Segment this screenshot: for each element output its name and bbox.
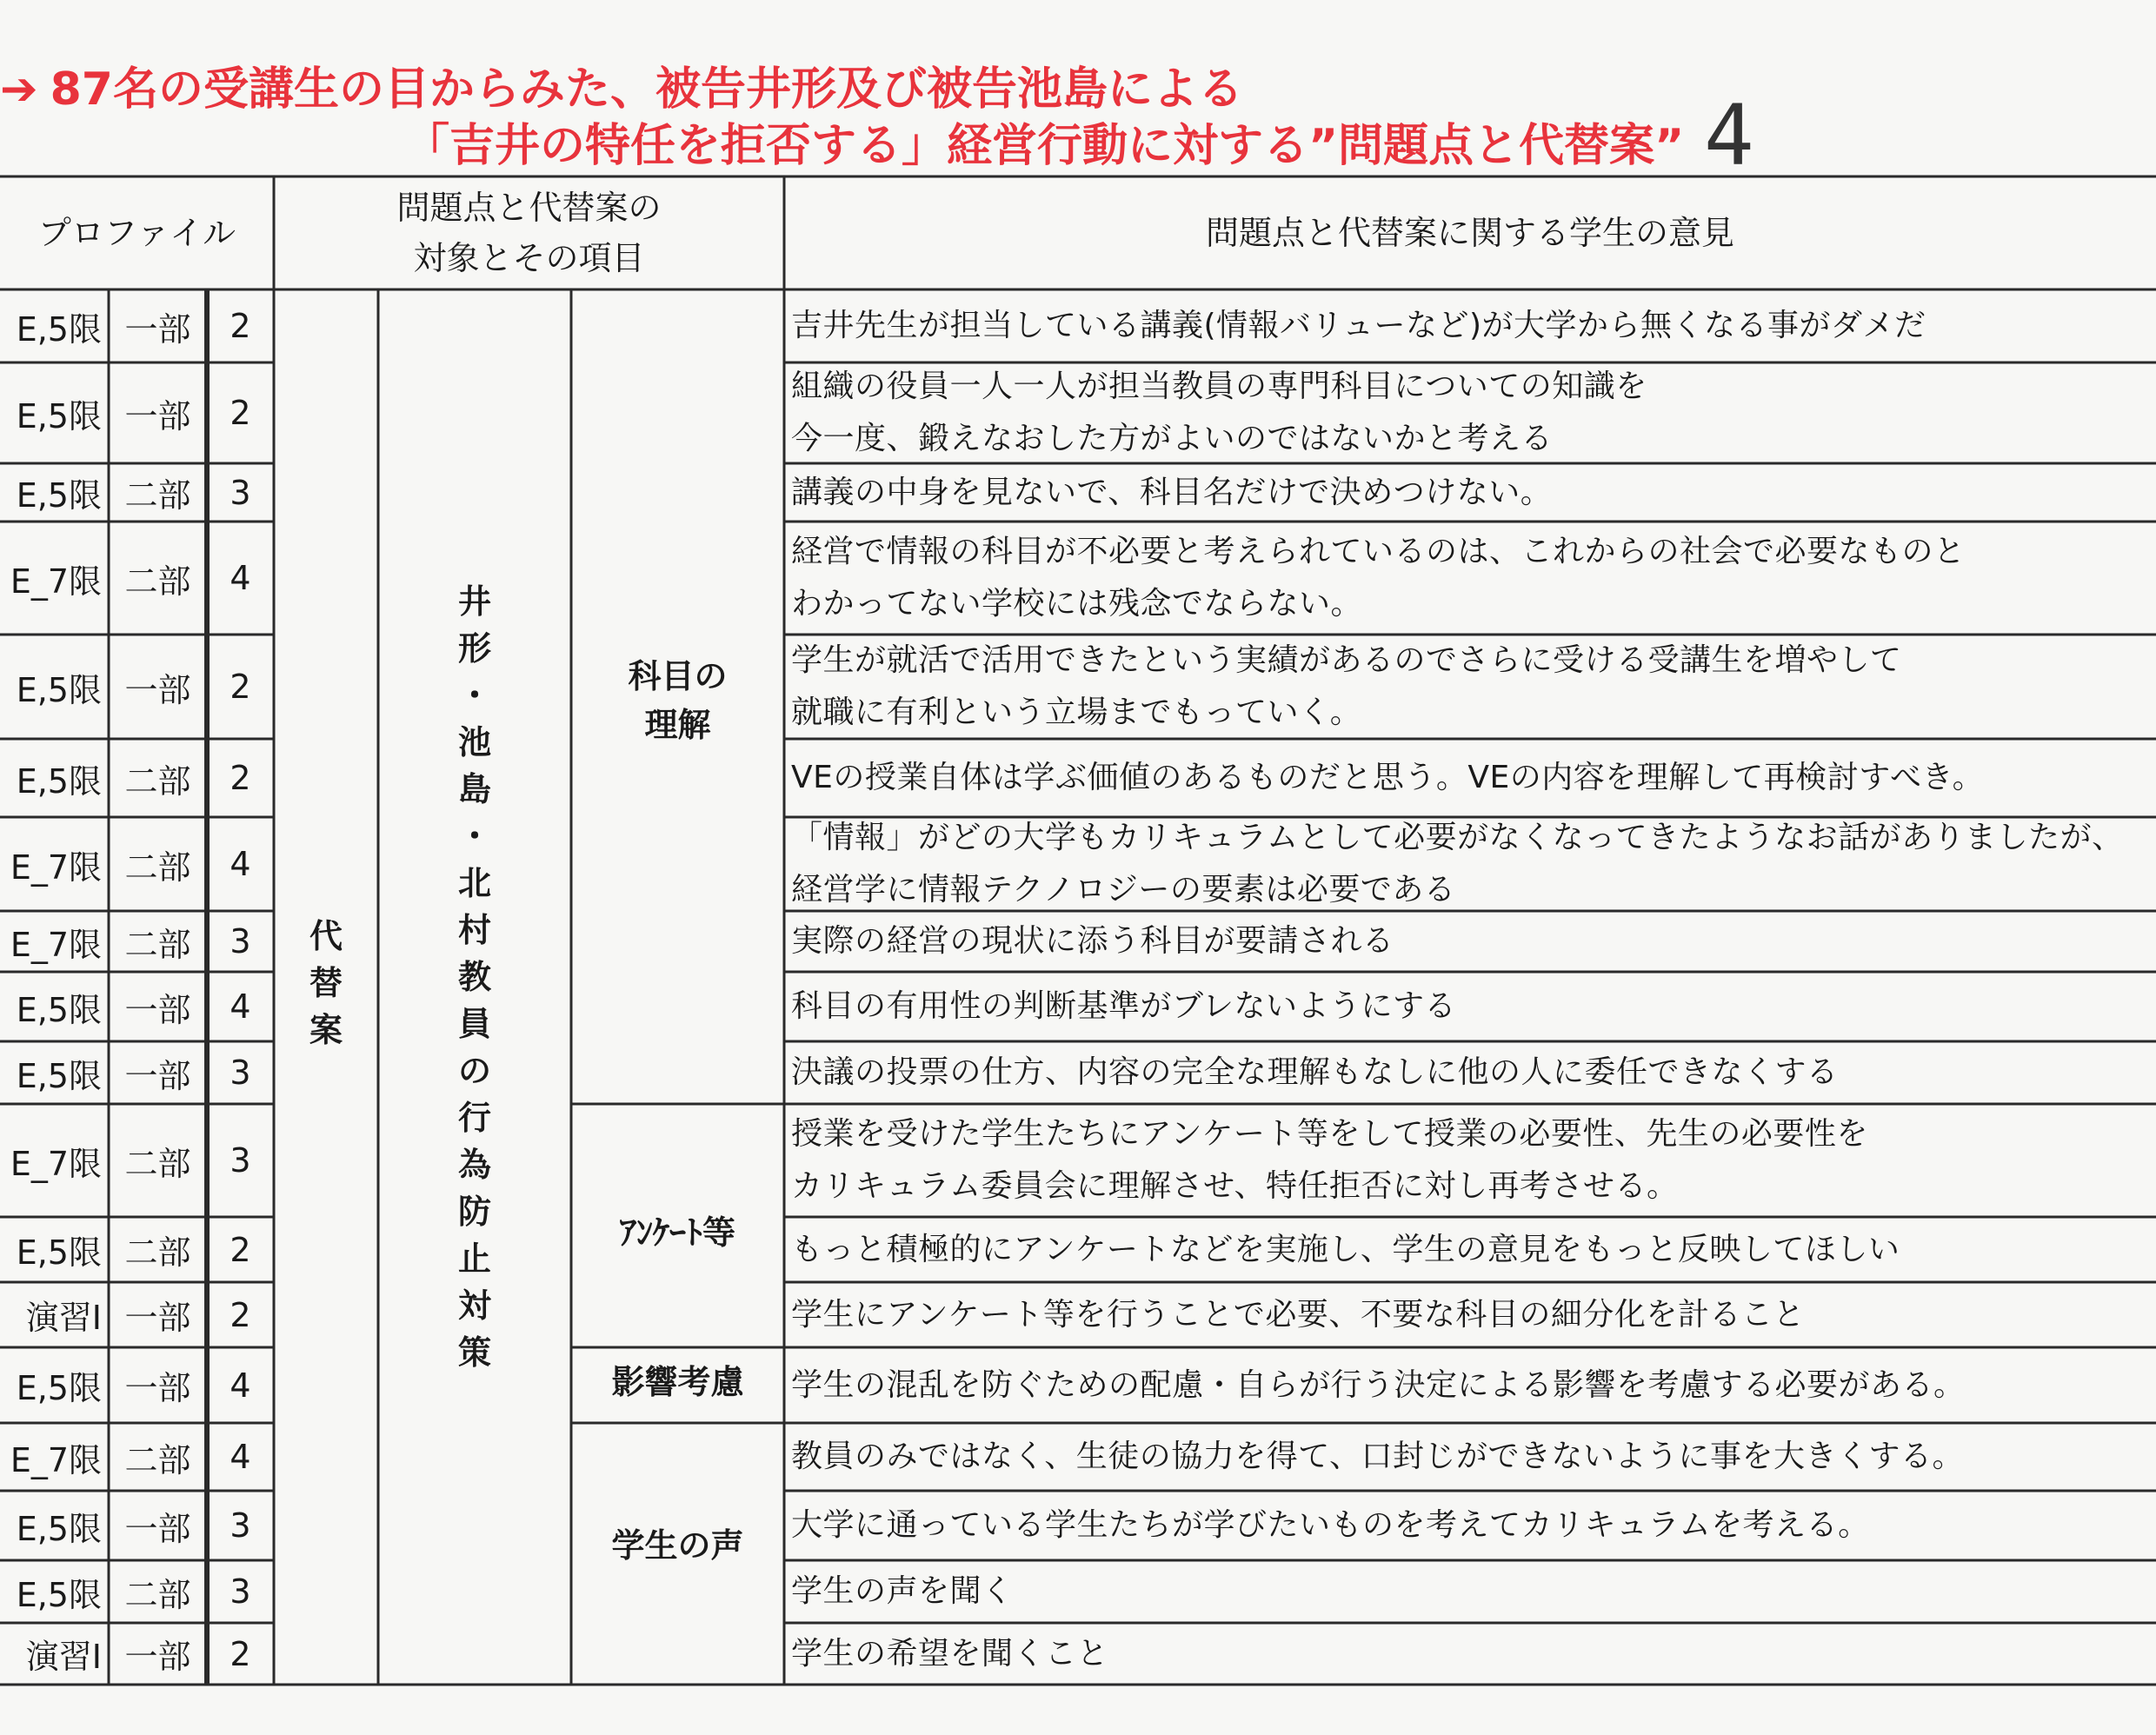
row-course: E,5限: [16, 476, 102, 515]
header-target-line1: 問題点と代替案の: [396, 189, 662, 227]
row-course: E,5限: [16, 1233, 102, 1272]
row-year: 2: [230, 759, 251, 797]
row-part: 二部: [124, 925, 191, 964]
target-char: 対: [457, 1286, 491, 1325]
row-course: E,5限: [16, 670, 102, 709]
row-opinion: 学生の希望を聞くこと: [791, 1635, 1109, 1672]
row-year: 2: [230, 1295, 251, 1334]
category-1-line1: 科目の: [628, 657, 728, 695]
target-char: 防: [457, 1193, 491, 1231]
row-part: 一部: [124, 1638, 191, 1676]
category-survey: ｱﾝｹｰﾄ等: [619, 1213, 735, 1252]
row-year: 2: [230, 307, 251, 345]
row-opinion: 決議の投票の仕方、内容の完全な理解もなしに他の人に委任できなくする: [791, 1054, 1839, 1090]
title-line-1-text: 87名の受講生の目からみた、被告井形及び被告池島による: [50, 63, 1243, 116]
category-impact: 影響考慮: [611, 1363, 744, 1401]
target-char: 行: [457, 1099, 491, 1137]
row-opinion: 吉井先生が担当している講義(情報バリューなど)が大学から無くなる事がダメだ: [791, 308, 1926, 343]
target-char: 為: [457, 1146, 491, 1184]
row-year: 2: [230, 1230, 251, 1269]
row-opinion: 大学に通っている学生たちが学びたいものを考えてカリキュラムを考える。: [791, 1507, 1870, 1543]
row-part: 一部: [124, 670, 191, 709]
row-course: E_7限: [10, 848, 102, 887]
row-opinion: VEの授業自体は学ぶ価値のあるものだと思う。VEの内容を理解して再検討すべき。: [791, 760, 1985, 795]
row-opinion: 授業を受けた学生たちにアンケート等をして授業の必要性、先生の必要性を カリキュラム委員会に理解させ、特任拒否に対し再考させる。: [791, 1116, 1868, 1204]
row-opinion: 講義の中身を見ないで、科目名だけで決めつけない。: [791, 474, 1553, 510]
row-course: 演習Ⅰ: [25, 1299, 102, 1337]
type-char: 案: [309, 1011, 343, 1049]
row-opinion: 教員のみではなく、生徒の協力を得て、口封じができないように事を大きくする。: [791, 1439, 1965, 1474]
row-course: 演習Ⅰ: [25, 1638, 102, 1676]
row-opinion: 組織の役員一人一人が担当教員の専門科目についての知識を 今一度、鍛えなおした方がよいのではないかと考える: [791, 369, 1647, 456]
row-part: 二部: [124, 1233, 191, 1272]
row-part: 一部: [124, 396, 191, 435]
row-year: 4: [230, 845, 251, 883]
row-opinion: もっと積極的にアンケートなどを実施し、学生の意見をもっと反映してほしい: [791, 1231, 1900, 1267]
target-char: 止: [457, 1240, 491, 1278]
row-year: 2: [230, 394, 251, 432]
row-part: 一部: [124, 309, 191, 349]
row-part: 二部: [124, 848, 191, 887]
row-year: 3: [230, 1506, 251, 1545]
target-char: 島: [457, 770, 491, 808]
row-part: 二部: [124, 761, 191, 801]
row-course: E,5限: [16, 1056, 102, 1095]
row-part: 二部: [124, 1440, 191, 1479]
row-course: E,5限: [16, 396, 102, 435]
category-subject-understanding: [571, 652, 784, 749]
row-course: E_7限: [10, 1440, 102, 1479]
row-opinion: 学生の声を聞く: [791, 1573, 1014, 1609]
header-target: [274, 183, 784, 283]
row-year: 3: [230, 1054, 251, 1092]
header-target-line2: 対象とその項目: [413, 239, 645, 277]
row-year: 3: [230, 922, 251, 961]
row-opinion: 科目の有用性の判断基準がブレないようにする: [791, 988, 1457, 1024]
row-course: E,5限: [16, 990, 102, 1029]
row-part: 一部: [124, 990, 191, 1029]
row-part: 一部: [124, 1369, 191, 1407]
row-course: E_7限: [10, 1144, 102, 1183]
row-opinion: 実際の経営の現状に添う科目が要請される: [791, 923, 1394, 959]
row-course: E,5限: [16, 1369, 102, 1407]
target-char: 村: [457, 911, 491, 949]
target-char: ・: [457, 676, 491, 715]
row-part: 二部: [124, 476, 191, 515]
row-course: E,5限: [16, 1575, 102, 1614]
target-char: 北: [457, 864, 491, 902]
row-opinion: 学生の混乱を防ぐための配慮・自らが行う決定による影響を考慮する必要がある。: [791, 1366, 1966, 1403]
type-cell: [274, 913, 378, 1054]
row-part: 一部: [124, 1299, 191, 1337]
arrow-icon: ➔: [0, 63, 38, 116]
row-course: E,5限: [16, 1509, 102, 1548]
target-char: の: [457, 1052, 491, 1090]
category-1-line2: 理解: [644, 706, 711, 744]
row-course: E_7限: [10, 925, 102, 964]
type-char: 替: [309, 964, 343, 1002]
row-course: E,5限: [16, 761, 102, 801]
row-year: 3: [230, 1141, 251, 1180]
row-part: 一部: [124, 1509, 191, 1548]
header-profile: プロファイル: [37, 214, 236, 252]
row-course: E_7限: [10, 562, 102, 601]
target-char: 形: [457, 629, 491, 668]
title-line-2: 「吉井の特任を拒否する」経営行動に対する”問題点と代替案”: [404, 120, 1685, 172]
row-opinion: 学生が就活で活用できたという実績があるのでさらに受ける受講生を増やして 就職に有利という立場までもっていく。: [791, 642, 1902, 730]
row-part: 二部: [124, 562, 191, 601]
row-year: 4: [230, 1438, 251, 1476]
target-char: 池: [457, 723, 491, 761]
page-number: 4: [1704, 87, 1754, 184]
row-course: E,5限: [16, 309, 102, 349]
row-opinion: 経営で情報の科目が不必要と考えられているのは、これからの社会で必要なものと わかってない学校には残念でならない。: [791, 534, 1966, 622]
target-char: 員: [457, 1005, 491, 1043]
target-char: 策: [457, 1333, 491, 1372]
row-year: 4: [230, 1366, 251, 1405]
row-part: 二部: [124, 1575, 191, 1614]
row-part: 一部: [124, 1056, 191, 1095]
row-opinion: 「情報」がどの大学もカリキュラムとして必要がなくなってきたようなお話がありましたが、 経営学に情報テクノロジーの要素は必要である: [791, 820, 2124, 907]
row-opinion: 学生にアンケート等を行うことで必要、不要な科目の細分化を計ること: [791, 1296, 1805, 1333]
row-year: 2: [230, 668, 251, 706]
row-year: 3: [230, 473, 251, 512]
row-year: 3: [230, 1572, 251, 1611]
category-student-voice: 学生の声: [611, 1526, 744, 1565]
row-year: 4: [230, 987, 251, 1026]
target-char: ・: [457, 817, 491, 855]
target-char: 教: [457, 958, 491, 996]
type-char: 代: [309, 917, 343, 955]
header-opinion: 問題点と代替案に関する学生の意見: [1205, 214, 1734, 252]
target-char: 井: [457, 582, 491, 621]
row-year: 2: [230, 1634, 251, 1673]
row-part: 二部: [124, 1144, 191, 1183]
row-year: 4: [230, 559, 251, 597]
target-cell: [378, 578, 571, 1376]
